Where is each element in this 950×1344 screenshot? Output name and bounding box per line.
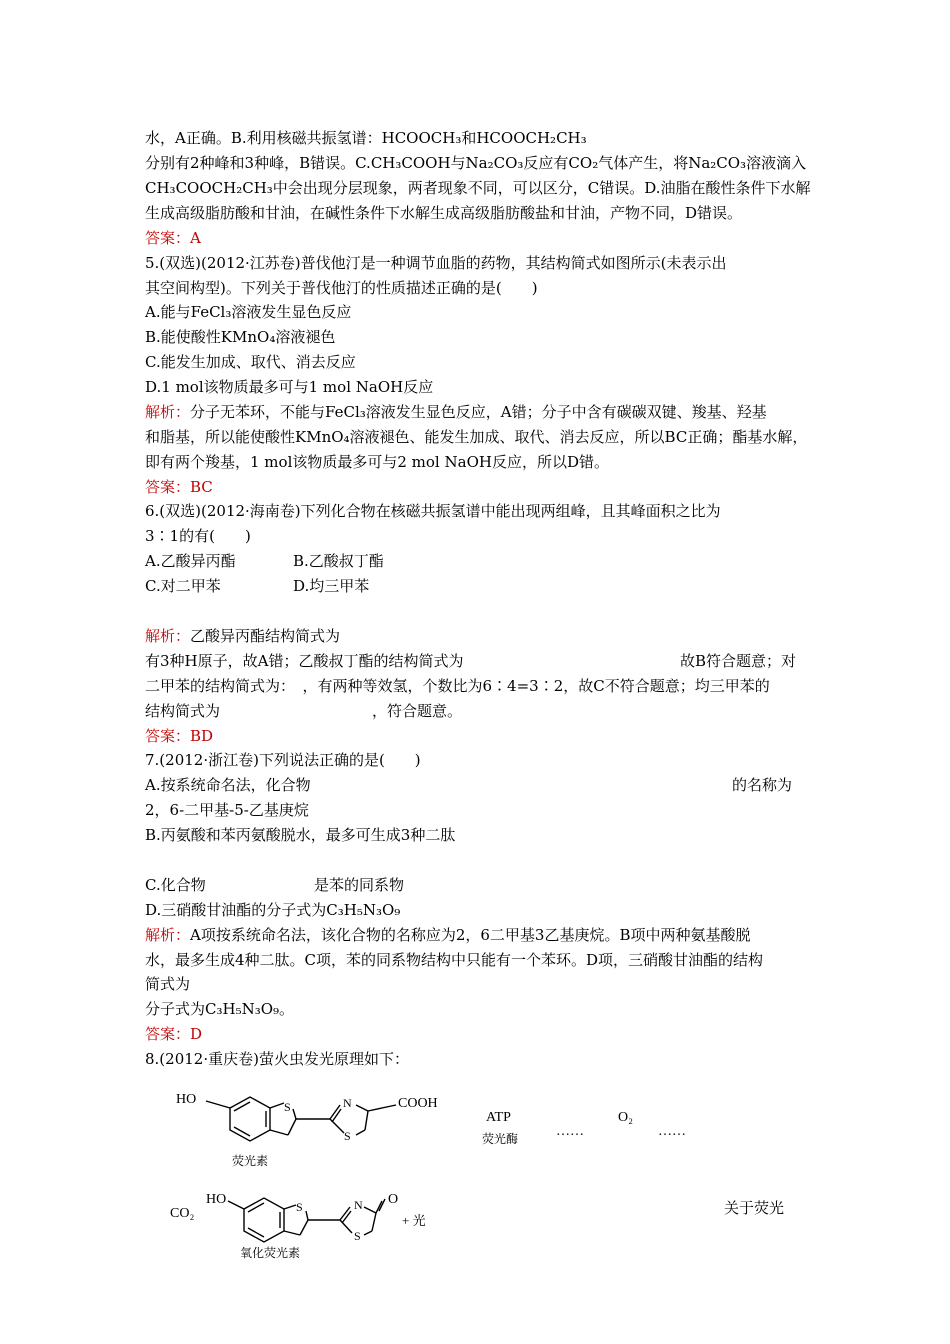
explanation-text: 乙酸异丙酯结构简式为 (190, 627, 341, 645)
option-c: C.对二甲苯 (145, 577, 221, 595)
option-b: B.丙氨酸和苯丙氨酸脱水，最多可生成3种二肽 (145, 826, 456, 844)
oxygen-label: O₂ (618, 1110, 633, 1125)
text-line: 水，最多生成4种二肽。C项，苯的同系物结构中只能有一个苯环。D项，三硝酸甘油酯的结构 (145, 951, 764, 969)
option-d: D.三硝酸甘油酯的分子式为C₃H₅N₃O₉ (145, 901, 401, 919)
oxygen-label: O (388, 1192, 399, 1207)
enzyme-label: 荧光酶 (482, 1132, 519, 1146)
text-line: 分子式为C₃H₅N₃O₉。 (145, 1000, 295, 1018)
nitrogen-label: N (343, 1096, 352, 1110)
option-b: B.乙酸叔丁酯 (293, 552, 384, 570)
sulfur-label: S (344, 1129, 351, 1143)
text-fragment: 故B符合题意；对 (680, 652, 797, 670)
explanation-7 (145, 925, 751, 945)
sulfur-label: S (296, 1200, 303, 1214)
text-fragment: ，符合题意。 (372, 702, 463, 720)
option-d: D.1 mol该物质最多可与1 mol NaOH反应 (145, 378, 434, 396)
explanation-label: 解析： (145, 627, 191, 645)
option-c: C.能发生加成、取代、消去反应 (145, 353, 356, 371)
option-a-cont: 2，6-二甲基-5-乙基庚烷 (145, 801, 309, 819)
hydroxyl-label: HO (176, 1092, 197, 1107)
explanation-6 (145, 626, 340, 646)
option-b: B.能使酸性KMnO₄溶液褪色 (145, 328, 336, 346)
carboxyl-label: COOH (398, 1096, 438, 1111)
question-5: 5.(双选)(2012·江苏卷)普伐他汀是一种调节血脂的药物，其结构简式如图所示(未表示出 (145, 254, 727, 272)
text-fragment: 是苯的同系物 (314, 876, 405, 894)
sulfur-label: S (284, 1100, 291, 1114)
answer-q4: 答案：A (145, 229, 201, 247)
option-c: C.化合物 (145, 876, 206, 894)
question-7: 7.(2012·浙江卷)下列说法正确的是( ) (145, 751, 421, 769)
text-line: 二甲苯的结构简式为： ，有两种等效氢，个数比为6∶4=3∶2，故C不符合题意；均三甲苯的 (145, 677, 770, 695)
question-8: 8.(2012·重庆卷)萤火虫发光原理如下： (145, 1050, 409, 1068)
text-line: 简式为 (145, 975, 191, 993)
text-line: 分别有2种峰和3种峰，B错误。C.CH₃COOH与Na₂CO₃反应有CO₂气体产生，将Na₂CO₃溶液滴入 (145, 154, 807, 172)
question-6-cont: 3∶1的有( ) (145, 527, 251, 545)
text-fragment: 的名称为 (732, 776, 793, 794)
explanation-label: 解析： (145, 403, 191, 421)
text-fragment: 关于荧光 (724, 1199, 785, 1217)
explanation-label: 解析： (145, 926, 191, 944)
text-line: 即有两个羧基，1 mol该物质最多可与2 mol NaOH反应，所以D错。 (145, 453, 609, 471)
atp-label: ATP (486, 1110, 511, 1125)
question-5-cont: 其空间构型)。下列关于普伐他汀的性质描述正确的是( ) (145, 279, 538, 297)
text-line: 有3种H原子，故A错；乙酸叔丁酯的结构简式为 (145, 652, 464, 670)
ellipsis: …… (556, 1124, 584, 1139)
oxyluciferin-label: 氧化荧光素 (239, 1246, 301, 1260)
nitrogen-label: N (354, 1198, 363, 1212)
question-6: 6.(双选)(2012·海南卷)下列化合物在核磁共振氢谱中能出现两组峰，且其峰面积之比为 (145, 502, 721, 520)
text-line: 水，A正确。B.利用核磁共振氢谱：HCOOCH₃和HCOOCH₂CH₃ (145, 129, 587, 147)
option-a: A.能与FeCl₃溶液发生显色反应 (145, 303, 352, 321)
reaction-diagram (160, 1075, 720, 1265)
option-d: D.均三甲苯 (293, 577, 370, 595)
option-a: A.按系统命名法，化合物 (145, 776, 311, 794)
ellipsis: …… (658, 1124, 686, 1139)
explanation-text: A项按系统命名法，该化合物的名称应为2，6二甲基3乙基庚烷。B项中两种氨基酸脱 (190, 926, 751, 944)
luciferin-label: 荧光素 (231, 1154, 269, 1168)
text-line: 生成高级脂肪酸和甘油，在碱性条件下水解生成高级脂肪酸盐和甘油，产物不同，D错误。 (145, 204, 743, 222)
luciferin-structure (206, 1097, 396, 1141)
option-a: A.乙酸异丙酯 (145, 552, 236, 570)
light-label: + 光 (402, 1213, 426, 1228)
answer-q5: 答案：BC (145, 478, 213, 496)
explanation-5 (145, 402, 767, 422)
explanation-text: 分子无苯环，不能与FeCl₃溶液发生显色反应，A错；分子中含有碳碳双键、羧基、羟基 (190, 403, 767, 421)
text-line: 结构简式为 (145, 702, 221, 720)
text-line: CH₃COOCH₂CH₃中会出现分层现象，两者现象不同，可以区分，C错误。D.油脂在酸性条件下水解 (145, 179, 811, 197)
text-line: 和脂基，所以能使酸性KMnO₄溶液褪色、能发生加成、取代、消去反应，所以BC正确；酯基水解， (145, 428, 808, 446)
answer-q6: 答案：BD (145, 727, 214, 745)
hydroxyl-label: HO (206, 1192, 227, 1207)
co2-label: CO₂ (170, 1206, 195, 1221)
sulfur-label: S (354, 1229, 361, 1243)
answer-q7: 答案：D (145, 1025, 203, 1043)
